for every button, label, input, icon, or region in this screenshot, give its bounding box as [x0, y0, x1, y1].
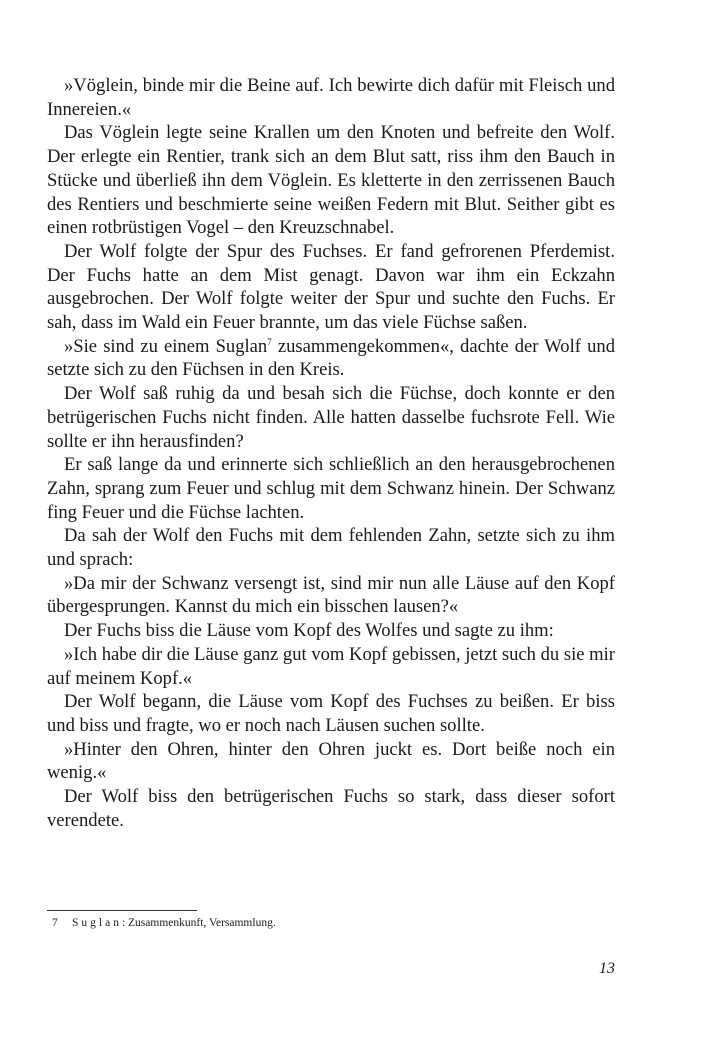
footnote-number: 7: [52, 917, 58, 929]
body-text: [47, 74, 615, 833]
paragraph: »Vöglein, binde mir die Beine auf. Ich bewirte dich dafür mit Fleisch und Innereien.«: [47, 75, 615, 120]
paragraph: Der Wolf saß ruhig da und besah sich die Füchse, doch konnte er den betrügerischen Fuchs nicht finden. Alle hatten dasselbe fuchsrote Fell. Wie sollte er ihn herausfinden?: [47, 383, 615, 452]
paragraph-text: »Sie sind zu einem Suglan: [64, 335, 268, 357]
paragraph: Der Wolf biss den betrügerischen Fuchs so stark, dass dieser sofort verendete.: [47, 786, 615, 831]
paragraph: Das Vöglein legte seine Krallen um den Knoten und befreite den Wolf. Der erlegte ein Rentier, trank sich an dem Blut satt, riss ihm den Bauch in Stücke und überließ ihn dem Vöglein. Es kletterte in den zerrissenen Bauch des Rentiers und beschmierte seine weißen Federn mit Blut. Seither gibt es einen rotbrüstigen Vogel – den Kreuzschnabel.: [47, 122, 615, 239]
paragraph: Der Fuchs biss die Läuse vom Kopf des Wolfes und sagte zu ihm:: [64, 620, 554, 642]
paragraph: »Da mir der Schwanz versengt ist, sind mir nun alle Läuse auf den Kopf übergesprungen. Kannst du mich ein bisschen lausen?«: [47, 572, 615, 618]
footnote-reference[interactable]: 7: [267, 336, 272, 347]
page-number: 13: [599, 960, 615, 977]
footnote-divider: [47, 910, 197, 911]
paragraph-suglan: [47, 335, 615, 382]
paragraph: Da sah der Wolf den Fuchs mit dem fehlenden Zahn, setzte sich zu ihm und sprach:: [47, 525, 615, 571]
paragraph: Er saß lange da und erinnerte sich schließlich an den herausgebrochenen Zahn, sprang zum Feuer und schlug mit dem Schwanz hinein. Der Schwanz fing Feuer und die Füchse lachten.: [47, 454, 615, 523]
paragraph: »Ich habe dir die Läuse ganz gut vom Kopf gebissen, jetzt such du sie mir auf meinem Kopf.«: [47, 643, 615, 689]
paragraph: Der Wolf begann, die Läuse vom Kopf des Fuchses zu beißen. Er biss und biss und fragte, wo er noch nach Läusen suchen sollte.: [47, 691, 615, 736]
footnote: [52, 916, 276, 930]
paragraph-text: zusammengekommen«, dachte der Wolf und setzte sich zu den Füchsen in den Kreis.: [47, 335, 615, 381]
paragraph: Der Wolf folgte der Spur des Fuchses. Er fand gefrorenen Pferdemist. Der Fuchs hatte an dem Mist genagt. Davon war ihm ein Eckzahn ausgebrochen. Der Wolf folgte weiter der Spur und suchte den Fuchs. Er sah, dass im Wald ein Feuer brannte, um das viele Füchse saßen.: [47, 240, 615, 334]
footnote-term: Suglan: [72, 917, 122, 929]
footnote-text: : Zusammenkunft, Versammlung.: [121, 917, 276, 929]
paragraph: »Hinter den Ohren, hinter den Ohren juckt es. Dort beiße noch ein wenig.«: [47, 738, 615, 784]
